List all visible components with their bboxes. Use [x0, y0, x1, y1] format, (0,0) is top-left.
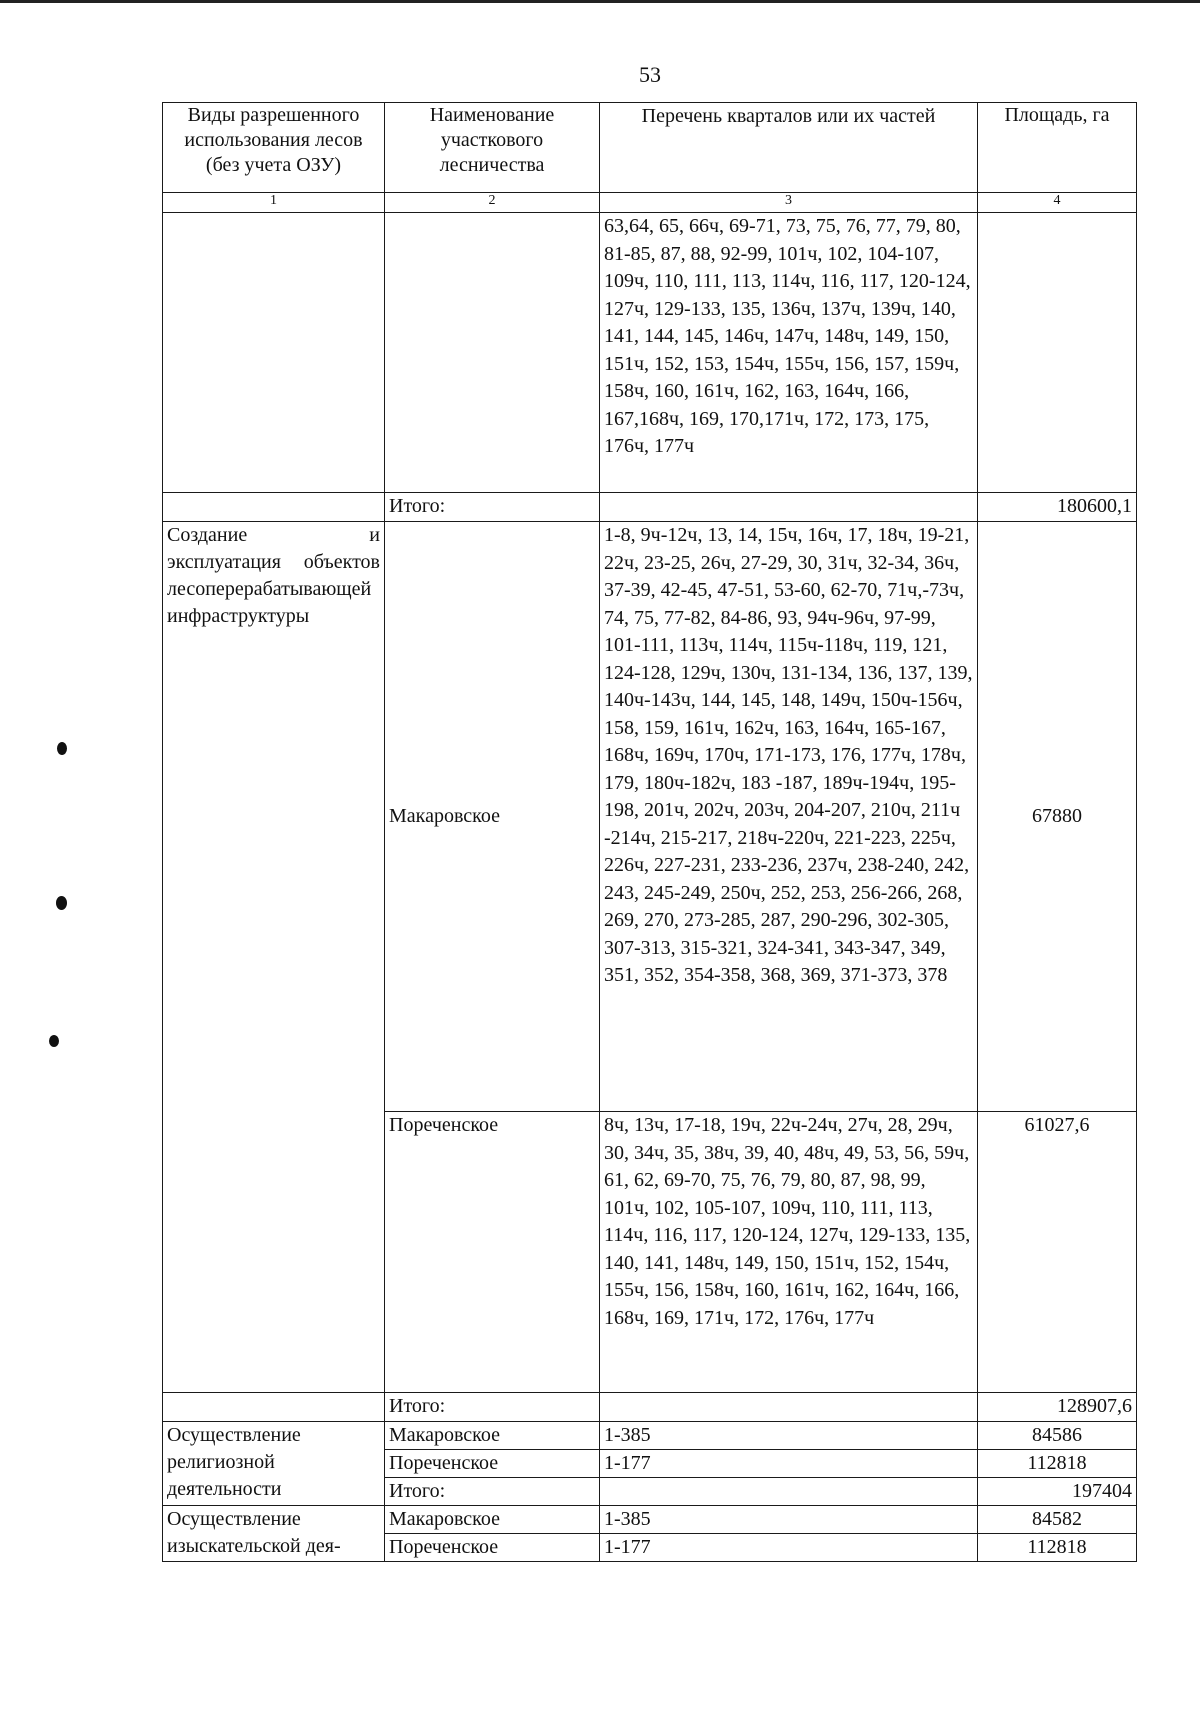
total-value: 128907,6 — [978, 1393, 1137, 1422]
header-use-type: Виды разрешенного использования лесов (без учета ОЗУ) — [163, 103, 385, 193]
use-type-cell: Осуществление религиозной деятельности — [163, 1422, 385, 1506]
quarters-cell: 1-177 — [600, 1534, 978, 1562]
area-cell: 84586 — [978, 1422, 1137, 1450]
quarters-cell: 1-385 — [600, 1422, 978, 1450]
area-cell: 67880 — [978, 522, 1137, 1112]
quarters-cell: 1-177 — [600, 1450, 978, 1478]
page-number: 53 — [639, 62, 661, 87]
forestry-cell: Макаровское — [385, 1422, 600, 1450]
use-type-cell — [163, 493, 385, 522]
quarters-cell: 1-8, 9ч-12ч, 13, 14, 15ч, 16ч, 17, 18ч, 19-21, 22ч, 23-25, 26ч, 27-29, 30, 31ч, 32-34, 36ч, 37-39, 42-45, 47-51, 53-60, 62-70, 71ч,-73ч, 74, 75, 77-82, 84-86, 93, 94ч-96ч, 97-99, 101-111, 113ч, 114ч, 115ч-118ч, 119, 121, 124-128, 129ч, 130ч, 131-134, 136, 137, 139, 140ч-143ч, 144, 145, 148, 149ч, 150ч-156ч, 158, 159, 161ч, 162ч, 163, 164ч, 165-167, 168ч, 169ч, 170ч, 171-173, 176, 177ч, 178ч, 179, 180ч-182ч, 183 -187, 189ч-194ч, 195-198, 201ч, 202ч, 203ч, 204-207, 210ч, 211ч -214ч, 215-217, 218ч-220ч, 221-223, 225ч, 226ч, 227-231, 233-236, 237ч, 238-240, 242, 243, 245-249, 250ч, 252, 253, 256-266, 268, 269, 270, 273-285, 287, 290-296, 302-305, 307-313, 315-321, 324-341, 343-347, 349, 351, 352, 354-358, 368, 369, 371-373, 378 — [600, 522, 978, 1112]
column-number: 2 — [385, 193, 600, 213]
use-type-cell: Создание и эксплуатация объектов лесоперерабатывающей инфраструктуры — [163, 522, 385, 1393]
use-type-cell — [163, 213, 385, 493]
area-cell — [978, 213, 1137, 493]
area-cell: 61027,6 — [978, 1112, 1137, 1393]
quarters-cell: 8ч, 13ч, 17-18, 19ч, 22ч-24ч, 27ч, 28, 29ч, 30, 34ч, 35, 38ч, 39, 40, 48ч, 49, 53, 56, 59ч, 61, 62, 69-70, 75, 76, 79, 80, 87, 98, 99, 101ч, 102, 105-107, 109ч, 110, 111, 113, 114ч, 116, 117, 120-124, 127ч, 129-133, 135, 140, 141, 148ч, 149, 150, 151ч, 152, 154ч, 155ч, 156, 158ч, 160, 161ч, 162, 164ч, 166, 168ч, 169, 171ч, 172, 176ч, 177ч — [600, 1112, 978, 1393]
top-rule — [0, 0, 1200, 3]
use-type-cell — [163, 1393, 385, 1422]
forestry-cell: Пореченское — [385, 1450, 600, 1478]
header-quarters-list: Перечень кварталов или их частей — [600, 103, 978, 193]
column-number: 4 — [978, 193, 1137, 213]
use-type-cell: Осуществление изыскательской дея- — [163, 1506, 385, 1562]
quarters-cell — [600, 1393, 978, 1422]
total-label: Итого: — [385, 493, 600, 522]
forestry-cell: Пореченское — [385, 1534, 600, 1562]
scan-speck — [56, 896, 67, 910]
area-cell: 112818 — [978, 1534, 1137, 1562]
forest-use-table — [162, 102, 1137, 1562]
header-forestry-name: Наименование участкового лесничества — [385, 103, 600, 193]
forestry-cell: Пореченское — [385, 1112, 600, 1393]
forestry-cell: Макаровское — [385, 1506, 600, 1534]
area-cell: 112818 — [978, 1450, 1137, 1478]
quarters-cell: 1-385 — [600, 1506, 978, 1534]
column-number: 1 — [163, 193, 385, 213]
column-number: 3 — [600, 193, 978, 213]
quarters-cell — [600, 1478, 978, 1506]
header-area: Площадь, га — [978, 103, 1137, 193]
total-value: 180600,1 — [978, 493, 1137, 522]
forestry-cell: Макаровское — [385, 522, 600, 1112]
quarters-cell: 63,64, 65, 66ч, 69-71, 73, 75, 76, 77, 79, 80, 81-85, 87, 88, 92-99, 101ч, 102, 104-107, 109ч, 110, 111, 113, 114ч, 116, 117, 120-124, 127ч, 129-133, 135, 136ч, 137ч, 139ч, 140, 141, 144, 145, 146ч, 147ч, 148ч, 149, 150, 151ч, 152, 153, 154ч, 155ч, 156, 157, 159ч, 158ч, 160, 161ч, 162, 163, 164ч, 166, 167,168ч, 169, 170,171ч, 172, 173, 175, 176ч, 177ч — [600, 213, 978, 493]
area-cell: 84582 — [978, 1506, 1137, 1534]
quarters-cell — [600, 493, 978, 522]
scan-speck — [49, 1035, 59, 1047]
scan-speck — [57, 742, 67, 755]
total-label: Итого: — [385, 1393, 600, 1422]
forestry-cell — [385, 213, 600, 493]
total-label: Итого: — [385, 1478, 600, 1506]
total-value: 197404 — [978, 1478, 1137, 1506]
